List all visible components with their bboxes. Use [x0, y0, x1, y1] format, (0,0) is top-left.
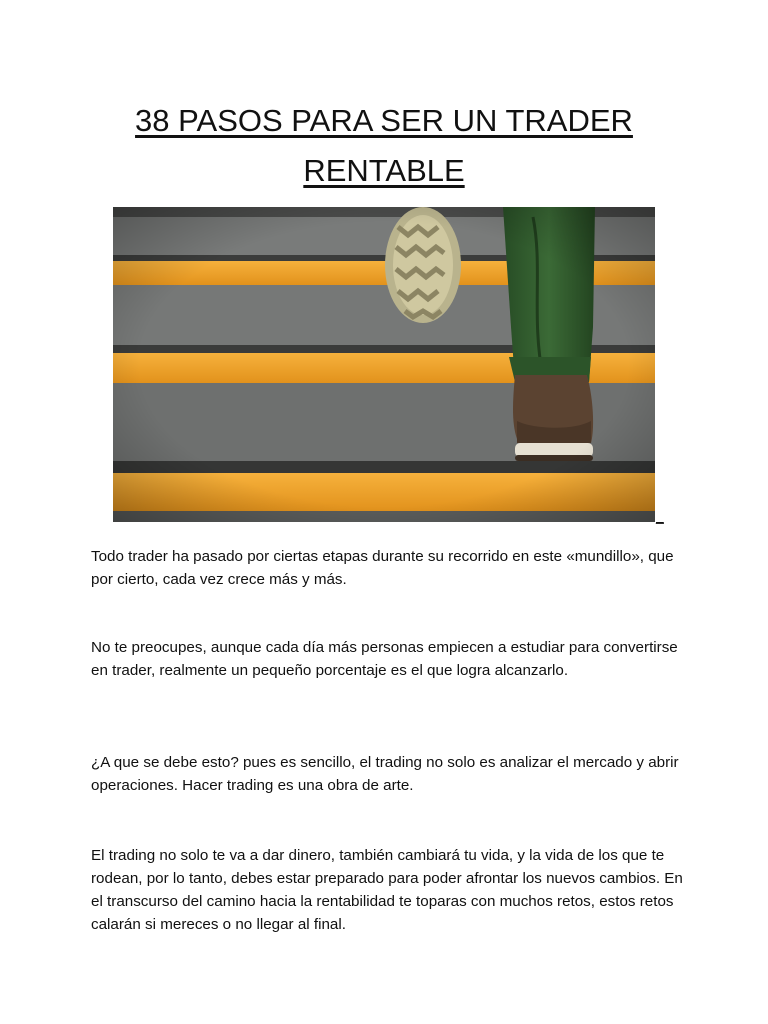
paragraph-2: No te preocupes, aunque cada día más personas empiecen a estudiar para convertirse en trader, realmente un pequeño porcentaje es el que logra alcanzarlo. — [91, 639, 678, 679]
paragraph-3: ¿A que se debe esto? pues es sencillo, el trading no solo es analizar el mercado y abrir operaciones. Hacer trading es una obra de arte. — [91, 754, 679, 794]
stairs-photo — [113, 207, 655, 522]
paragraph-4: El trading no solo te va a dar dinero, también cambiará tu vida, y la vida de los que te rodean, por lo tanto, debes estar preparado para poder afrontar los nuevos cambios. En el transcurso del camino hacia la rentabilidad te toparas con muchos retos, estos retos calarán si mereces o no llegar al final. — [91, 847, 683, 933]
image-caption-mark: _ — [656, 508, 664, 524]
page-title — [0, 96, 768, 196]
paragraph-1: Todo trader ha pasado por ciertas etapas durante su recorrido en este «mundillo», que por cierto, cada vez crece más y más. — [91, 548, 674, 588]
title-line-1: 38 PASOS PARA SER UN TRADER — [135, 103, 633, 138]
title-line-2: RENTABLE — [303, 153, 465, 188]
